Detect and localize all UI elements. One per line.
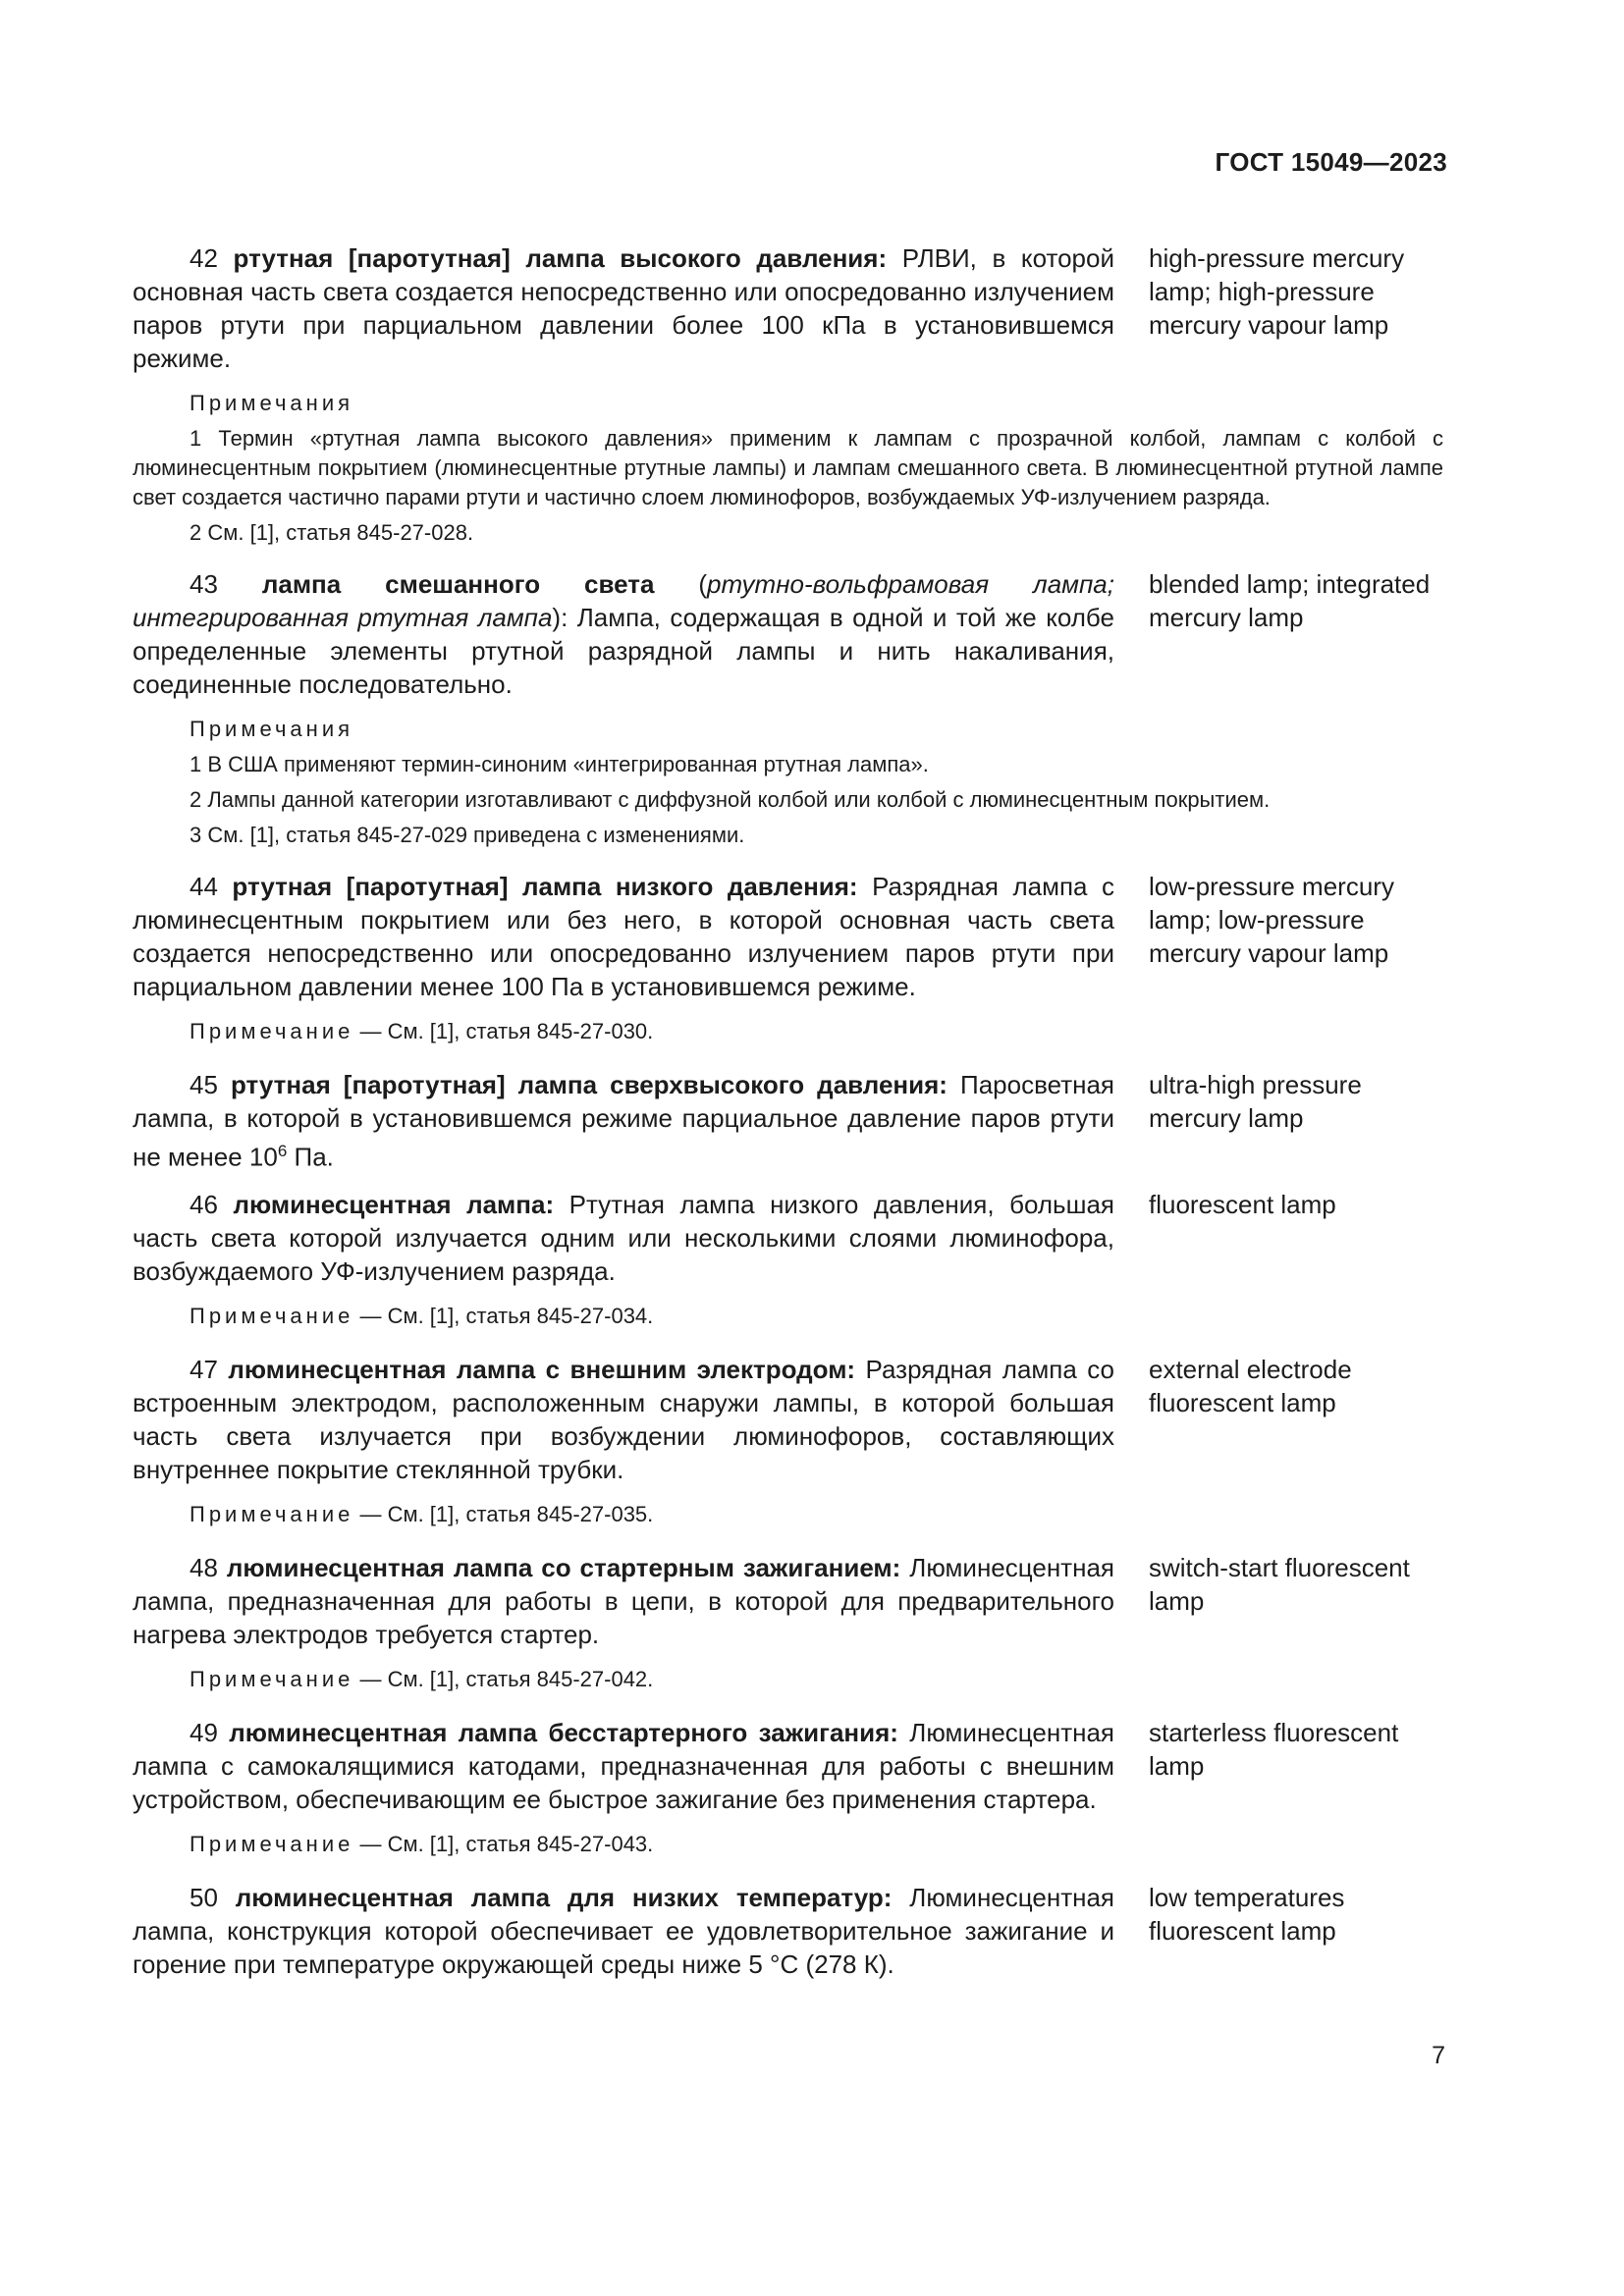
term-entry-47 [133, 1353, 1448, 1486]
term-entry-44 [133, 870, 1448, 1003]
note-single [189, 1665, 1448, 1694]
term-definition [133, 870, 1114, 1003]
term-punct: ( [654, 569, 707, 599]
term-text: Разрядная лампа со встроенным электродом, расположенным снаружи лампы, в которой большая часть света излучается при возбуждении люминофоров, составляющих внутреннее покрытие стеклянной трубки. [133, 1354, 1114, 1484]
note-label: Примечание [189, 1019, 354, 1043]
note-text: — См. [1], статья 845-27-035. [353, 1501, 654, 1526]
term-name: люминесцентная лампа с внешним электродом: [228, 1354, 856, 1384]
term-entry-48 [133, 1551, 1448, 1651]
note-single [189, 1017, 1448, 1046]
note-label: Примечание [189, 1303, 354, 1328]
note-label: Примечание [189, 1831, 354, 1856]
term-text: Люминесцентная лампа, предназначенная для работы в цепи, в которой для предварительного нагрева электродов требуется стартер. [133, 1552, 1114, 1649]
term-number: 49 [189, 1717, 218, 1747]
note-single [189, 1302, 1448, 1331]
note-text: — См. [1], статья 845-27-043. [353, 1831, 654, 1856]
term-number: 46 [189, 1189, 218, 1219]
term-english: starterless fluorescent lamp [1149, 1717, 1399, 1781]
term-number: 43 [189, 569, 218, 599]
term-definition [133, 1716, 1114, 1816]
note-text: — См. [1], статья 845-27-034. [353, 1303, 654, 1328]
term-entry-45 [133, 1068, 1448, 1174]
note-text: — См. [1], статья 845-27-042. [353, 1666, 654, 1691]
term-text: Паросветная лампа, в которой в установившемся режиме парциальное давление паров ртути не менее 10 [133, 1070, 1115, 1172]
exponent: 6 [277, 1142, 288, 1160]
term-english: fluorescent lamp [1149, 1189, 1336, 1219]
term-definition [133, 241, 1114, 375]
term-number: 45 [189, 1070, 218, 1099]
term-number: 47 [189, 1354, 218, 1384]
note-item: 3 См. [1], статья 845-27-029 приведена с изменениями. [189, 823, 745, 847]
term-name: ртутная [паротутная] лампа низкого давления: [232, 872, 858, 901]
term-english: blended lamp; integrated mercury lamp [1149, 569, 1431, 632]
term-english: ultra-high pressure mercury lamp [1149, 1070, 1362, 1133]
term-definition [133, 1068, 1114, 1174]
page-number: 7 [1432, 2042, 1445, 2069]
term-definition [133, 567, 1114, 701]
term-name: лампа смешанного света [261, 569, 655, 599]
term-entry-43 [133, 567, 1448, 701]
term-definition [133, 1881, 1114, 1981]
term-name: ртутная [паротутная] лампа высокого давления: [233, 243, 888, 273]
term-definition [133, 1353, 1114, 1486]
term-text: Ртутная лампа низкого давления, большая часть света которой излучается одним или несколькими слоями люминофора, возбуждаемого УФ-излучением разряда. [133, 1189, 1114, 1286]
term-text: Разрядная лампа с люминесцентным покрытием или без него, в которой основная часть света создается непосредственно или опосредованно излучением паров ртути при парциальном давлении менее 100 Па в установившемся режиме. [133, 872, 1114, 1001]
term-number: 50 [189, 1882, 218, 1912]
notes-heading: Примечания [189, 717, 354, 741]
note-label: Примечание [189, 1501, 354, 1526]
term-definition [133, 1188, 1114, 1288]
term-entry-46 [133, 1188, 1448, 1288]
term-name: люминесцентная лампа: [233, 1189, 555, 1219]
note-single [189, 1830, 1448, 1859]
term-text: ): Лампа, содержащая в одной и той же колбе определенные элементы ртутной разрядной лампы и нить накаливания, соединенные последовательно. [133, 603, 1114, 699]
term-english: high-pressure mercury lamp; high-pressure mercury vapour lamp [1149, 243, 1405, 340]
term-name: люминесцентная лампа со стартерным зажиганием: [226, 1552, 901, 1582]
note-item: 1 Термин «ртутная лампа высокого давления» применим к лампам с прозрачной колбой, лампам с колбой с люминесцентным покрытием (люминесцентные ртутные лампы) и лампам смешанного света. В люминесцентной ртутной лампе свет создается частично парами ртути и частично слоем люминофоров, возбуждаемых УФ-излучением разряда. [133, 426, 1443, 509]
term-text: Люминесцентная лампа с самокалящимися катодами, предназначенная для работы с внешним устройством, обеспечивающим ее быстрое зажигание без применения стартера. [133, 1717, 1115, 1814]
term-text: Люминесцентная лампа, конструкция которой обеспечивает ее удовлетворительное зажигание и горение при температуре окружающей среды ниже 5 °С (278 К). [133, 1882, 1114, 1979]
term-entry-42 [133, 241, 1448, 375]
term-english: switch-start fluorescent lamp [1149, 1552, 1410, 1616]
term-number: 48 [189, 1552, 218, 1582]
note-item: 2 См. [1], статья 845-27-028. [189, 520, 474, 545]
term-entry-49 [133, 1716, 1448, 1816]
term-english: low-pressure mercury lamp; low-pressure mercury vapour lamp [1149, 872, 1394, 968]
term-english: low temperatures fluorescent lamp [1149, 1882, 1345, 1946]
term-text: РЛВИ, в которой основная часть света создается непосредственно или опосредованно излучением паров ртути при парциальном давлении более 100 кПа в установившемся режиме. [133, 243, 1114, 373]
term-definition [133, 1551, 1114, 1651]
term-name: люминесцентная лампа для низких температур: [235, 1882, 893, 1912]
document-id: ГОСТ 15049—2023 [1215, 147, 1447, 177]
notes-heading: Примечания [189, 391, 354, 415]
note-item: 2 Лампы данной категории изготавливают с диффузной колбой или колбой с люминесцентным покрытием. [189, 787, 1271, 812]
note-single [189, 1500, 1448, 1529]
term-synonyms: ртутно-вольфрамовая лампа; интегрированная ртутная лампа [133, 569, 1114, 632]
note-item: 1 В США применяют термин-синоним «интегрированная ртутная лампа». [189, 752, 929, 776]
term-text-end: Па. [287, 1142, 334, 1172]
term-english: external electrode fluorescent lamp [1149, 1354, 1352, 1417]
term-number: 42 [189, 243, 218, 273]
term-number: 44 [189, 872, 218, 901]
term-name: ртутная [паротутная] лампа сверхвысокого давления: [230, 1070, 947, 1099]
terms-list [133, 241, 1448, 1995]
term-entry-50 [133, 1881, 1448, 1981]
note-text: — См. [1], статья 845-27-030. [353, 1019, 654, 1043]
note-label: Примечание [189, 1666, 354, 1691]
term-name: люминесцентная лампа бесстартерного зажигания: [229, 1717, 898, 1747]
